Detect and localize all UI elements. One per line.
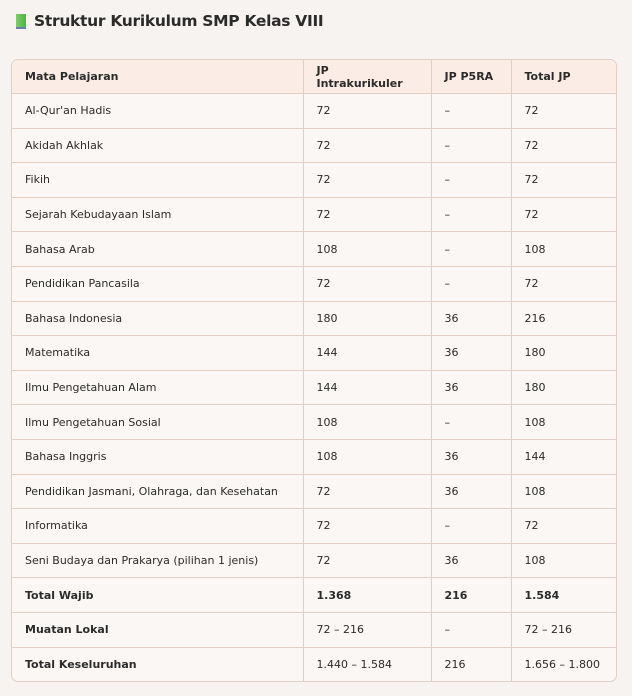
table-cell: 180 [511,336,616,371]
table-cell: Akidah Akhlak [12,128,303,163]
table-cell: 72 [511,163,616,198]
table-row [12,94,616,129]
table-cell: Bahasa Indonesia [12,301,303,336]
table-cell: Seni Budaya dan Prakarya (pilihan 1 jenis) [12,543,303,578]
table-cell: 216 [511,301,616,336]
table-row [12,370,616,405]
table-cell: – [431,232,511,267]
table-cell: 72 [303,543,431,578]
table-cell: Pendidikan Pancasila [12,266,303,301]
table-cell: 144 [511,439,616,474]
table-cell: – [431,266,511,301]
table-cell: 72 – 216 [303,612,431,647]
table-cell: – [431,405,511,440]
table-cell: 72 [303,128,431,163]
table-cell: Ilmu Pengetahuan Alam [12,370,303,405]
table-row [12,232,616,267]
table-cell: 216 [431,578,511,613]
table-cell: 1.440 – 1.584 [303,647,431,681]
table-cell: 1.584 [511,578,616,613]
table-cell: Ilmu Pengetahuan Sosial [12,405,303,440]
table-cell: Total Wajib [12,578,303,613]
table-cell: 1.656 – 1.800 [524,657,600,671]
table-row [12,612,616,647]
table-cell: 144 [303,370,431,405]
table-cell: 108 [511,232,616,267]
column-header: JP Intrakurikuler [303,60,431,94]
table-row [12,197,616,232]
table-cell: 108 [511,474,616,509]
table-row [12,266,616,301]
table-row [12,405,616,440]
curriculum-table [11,59,617,682]
table-row [12,128,616,163]
table-cell: – [431,163,511,198]
table-cell: 72 [303,163,431,198]
table-row [12,509,616,544]
table-header-row [12,60,616,94]
table-cell: 72 [511,509,616,544]
table-row [12,647,616,681]
table-cell: Bahasa Arab [12,232,303,267]
table-cell: 72 [511,197,616,232]
table-row [12,439,616,474]
table-cell: 180 [511,370,616,405]
table-cell: 108 [303,232,431,267]
table-row [12,474,616,509]
table-cell: Bahasa Inggris [12,439,303,474]
table-cell: – [431,94,511,129]
column-header: JP P5RA [431,60,511,94]
table-row [12,301,616,336]
table-cell: 180 [303,301,431,336]
table-cell: 108 [511,543,616,578]
table-cell: 72 [511,128,616,163]
table-cell: 144 [303,336,431,371]
table-cell: Matematika [12,336,303,371]
table-cell: 36 [431,543,511,578]
table-cell: 36 [431,439,511,474]
page-title [16,12,323,30]
column-header: Total JP [511,60,616,94]
table-cell: Sejarah Kebudayaan Islam [12,197,303,232]
table-cell: Al-Qur'an Hadis [12,94,303,129]
table-cell: Muatan Lokal [12,612,303,647]
table-cell: 108 [303,405,431,440]
table-cell: 72 [511,94,616,129]
green-book-icon [16,14,26,29]
table-cell: 1.368 [303,578,431,613]
table-cell: 72 [303,266,431,301]
table-cell: 36 [431,474,511,509]
table-cell: 72 [303,509,431,544]
table-cell: – [431,509,511,544]
table-cell: – [431,128,511,163]
table-row [12,163,616,198]
table-cell: 36 [431,370,511,405]
table-row [12,543,616,578]
table-row [12,578,616,613]
table-cell: Pendidikan Jasmani, Olahraga, dan Kesehatan [12,474,303,509]
table-cell: 36 [431,301,511,336]
table-cell: 108 [511,405,616,440]
table-cell: 72 [511,266,616,301]
table-cell: 108 [303,439,431,474]
table-cell: Informatika [12,509,303,544]
table-cell: 72 [303,474,431,509]
table-cell: – [431,197,511,232]
table-cell: 72 [303,94,431,129]
table-cell: 216 [431,647,511,681]
table-row [12,336,616,371]
column-header: Mata Pelajaran [12,60,303,94]
page-title-text: Struktur Kurikulum SMP Kelas VIII [34,12,324,30]
table-cell: Fikih [12,163,303,198]
table-cell: Total Keseluruhan [12,647,303,681]
table-cell: – [431,612,511,647]
table-cell: 36 [431,336,511,371]
table-cell: 72 [303,197,431,232]
table-cell: 72 – 216 [511,612,616,647]
